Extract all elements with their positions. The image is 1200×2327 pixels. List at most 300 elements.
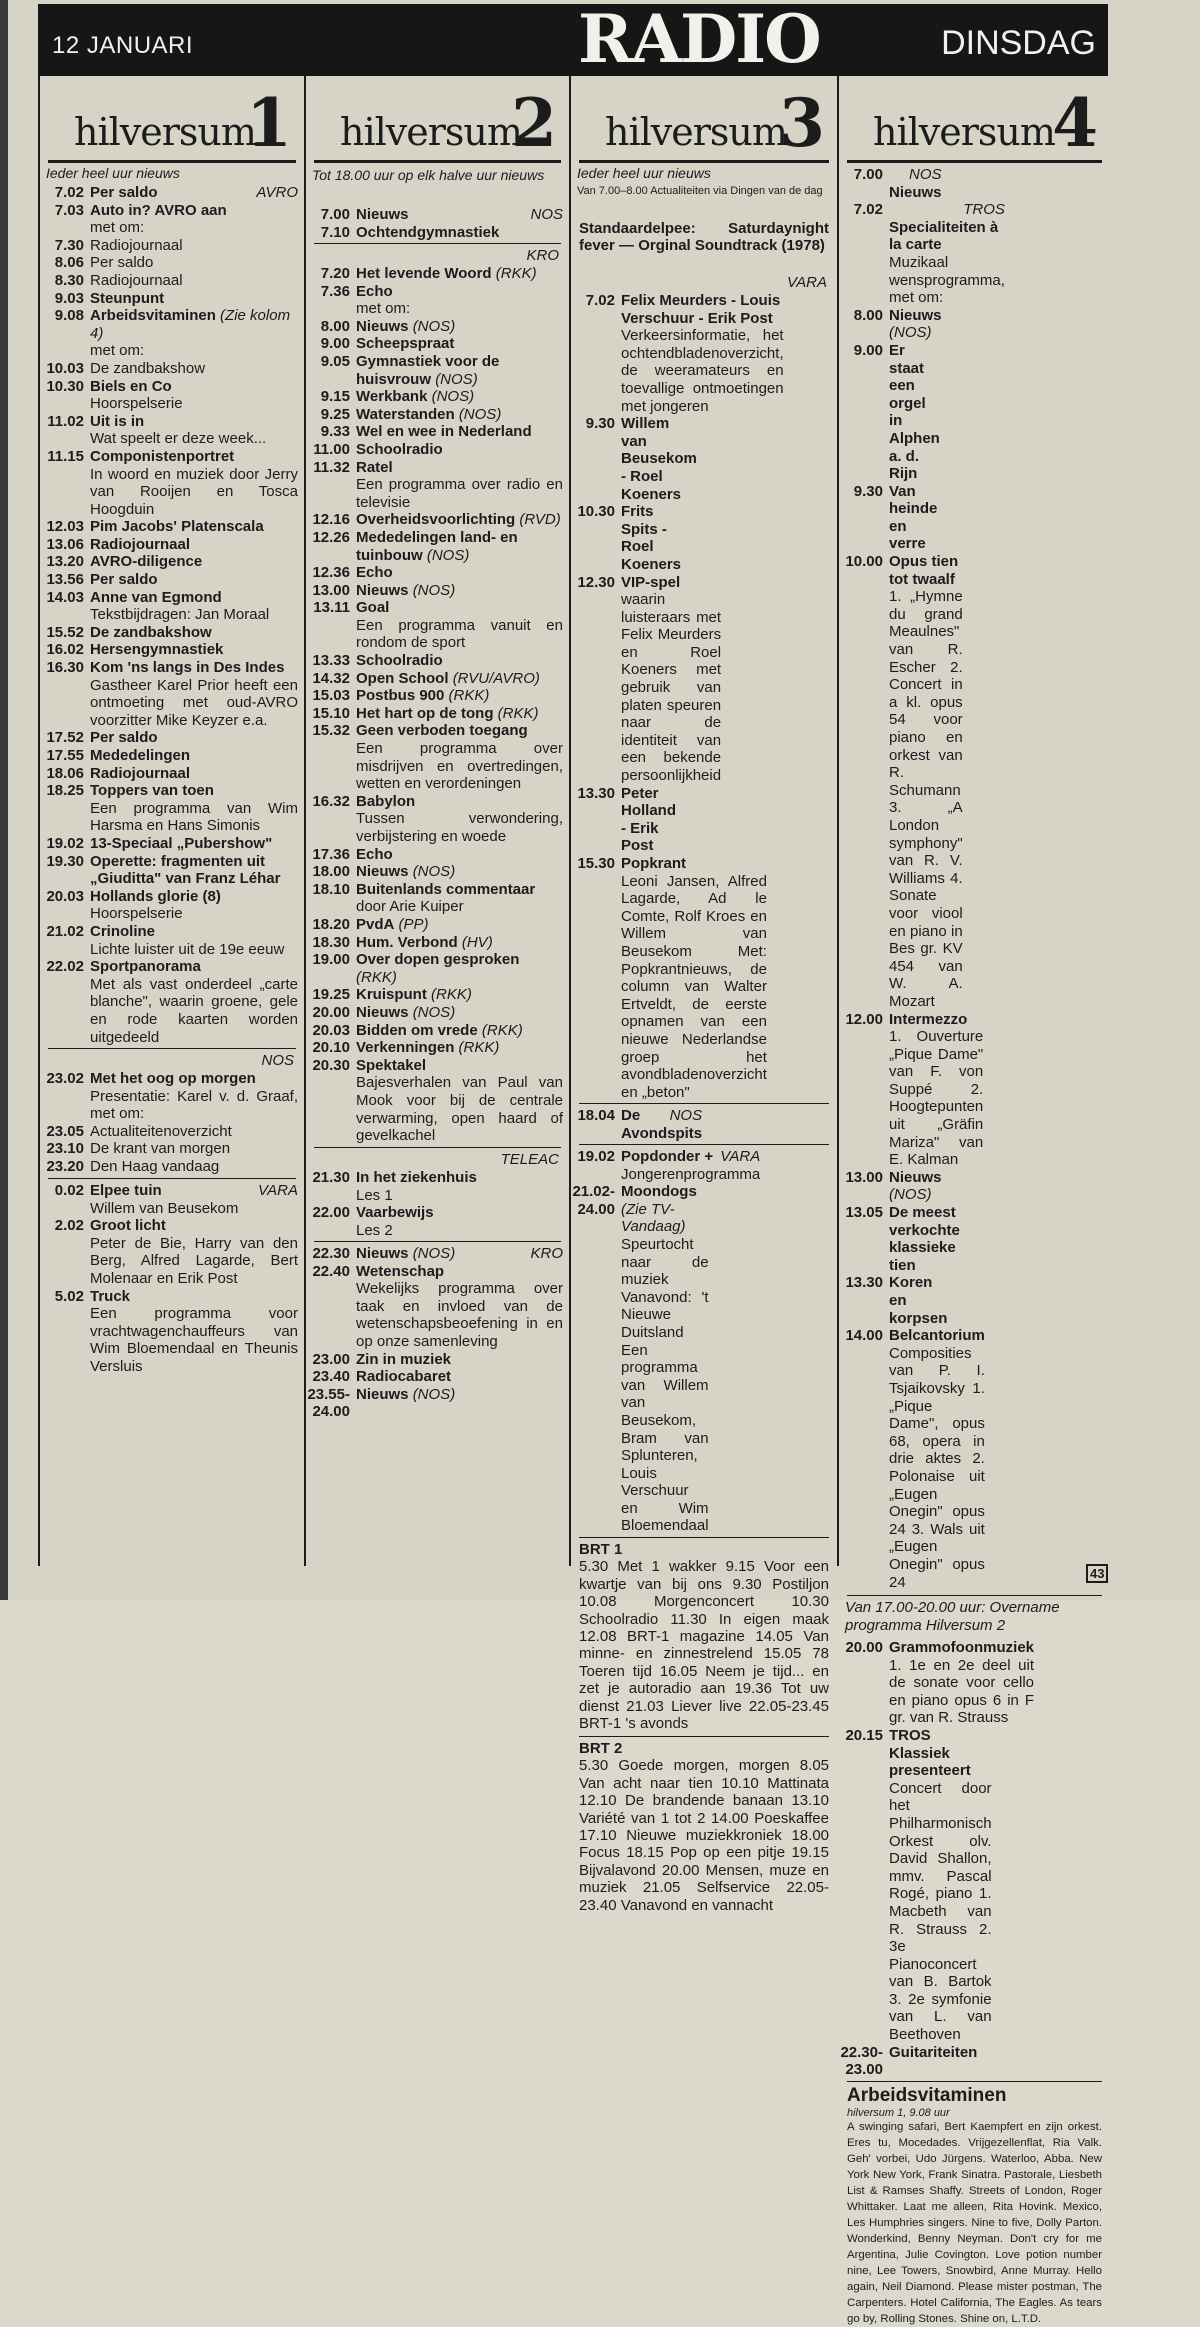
- column-note: Ieder heel uur nieuws: [577, 165, 711, 181]
- schedule-entry: [306, 687, 569, 705]
- entry-body: [621, 503, 687, 573]
- entry-title: Koren en korpsen: [889, 1274, 948, 1327]
- entry-note: (NOS): [426, 546, 470, 564]
- schedule-entry: [40, 254, 304, 272]
- entry-body: [356, 1263, 569, 1351]
- entry-description: 1. Ouverture „Pique Dame" van F. von Suppé 2. Hoogtepunten uit „Gräfin Mariza" van E. Kalman: [889, 1028, 984, 1169]
- entry-title: Guitariteiten: [889, 2043, 978, 2061]
- station-heading: [579, 84, 829, 163]
- column-note: Ieder heel uur nieuws: [46, 165, 180, 181]
- entry-description: Concert door het Philharmonisch Orkest olv. David Shallon, mmv. Pascal Rogé, piano 1. Macbeth van R. Strauss 2. 3e Pianoconcert van B. Bartok 3. 2e symfonie van L. van Beethoven: [889, 1779, 992, 2044]
- entry-time: 18.06: [46, 764, 84, 782]
- entry-time: 10.30: [46, 377, 84, 395]
- entry-body: [621, 1183, 715, 1535]
- entry-description: Met als vast onderdeel „carte blanche", waarin groene, gele en rode kaarten worden uitgedeeld: [90, 975, 298, 1046]
- entry-title: Open School: [356, 669, 449, 687]
- entry-time: 17.55: [46, 747, 84, 764]
- entry-title: Echo: [356, 564, 393, 582]
- arbeidsvitaminen-playlist: A swinging safari, Bert Kaempfert en zijn orkest. Eres tu, Mocedades. Vrijgezellenflat, Ria Valk. Geh' vorbei, Udo Jürgens. Waterloo, Abba. New York New York, Frank Sinatra. Pastorale, Liesbeth List & Ramses Shaffy. Streets of London, Roger Whittaker. Laat me alleen, Rita Hovink. Mexico, Les Humphries singers. Nine to five, Dolly Parton. Wonderkind, Benny Neyman. Don't cry for me Argentina, Julie Covington. Love potion number nine, Lee Towers, Snowbird, Anne Murray. Hello again, Neil Diamond. Please mister postman, The Carpenters. Hotel California, The Eagles. As tears go by, Rolling Stones. Shine on, L.T.D.: [847, 2121, 1102, 2325]
- schedule-section: [571, 274, 837, 1101]
- entry-time: 13.56: [46, 571, 84, 589]
- entry-body: [356, 1386, 569, 1421]
- entry-note: (RKK): [497, 704, 539, 722]
- entry-time: 9.03: [54, 289, 84, 307]
- entry-body: [90, 307, 304, 360]
- schedule-entry: [839, 1168, 942, 1204]
- entry-body: [90, 589, 304, 624]
- entry-note: (RKK): [448, 687, 490, 705]
- entry-title: Willem van Beusekom - Roel Koeners: [621, 415, 697, 503]
- entry-time: 20.03: [312, 1021, 350, 1039]
- schedule-entry: [839, 1010, 984, 1169]
- entry-title: Felix Meurders - Louis Verschuur - Erik Post: [621, 292, 781, 327]
- section-divider: [579, 1537, 829, 1538]
- entry-time: 14.00: [845, 1327, 883, 1345]
- entry-body: [356, 529, 569, 564]
- entry-body: [889, 342, 946, 483]
- entry-title: Radiocabaret: [356, 1368, 452, 1386]
- entry-time: 9.33: [320, 423, 350, 441]
- schedule-section: [306, 206, 569, 241]
- schedule-entry: [40, 202, 304, 237]
- entry-title: Popkrant: [621, 855, 687, 872]
- schedule-entry: [839, 341, 940, 483]
- entry-time: 7.02: [585, 292, 615, 309]
- schedule-entry: [40, 307, 304, 360]
- entry-title: Het hart op de tong: [356, 704, 494, 722]
- entry-title: Elpee tuin: [90, 1182, 162, 1199]
- entry-description: Les 2: [356, 1221, 393, 1239]
- entry-body: [356, 1245, 569, 1263]
- schedule-entry: [40, 729, 304, 747]
- entry-time: 7.00: [853, 166, 883, 183]
- brt1-block: [579, 1541, 829, 1732]
- entry-body: [889, 307, 948, 342]
- schedule-entry: [306, 1057, 569, 1145]
- section-divider: [847, 1595, 1102, 1596]
- entry-time: 22.30: [312, 1245, 350, 1262]
- arbeidsvitaminen-title: Arbeidsvitaminen: [847, 2085, 1007, 2106]
- entry-note: (NOS): [889, 1186, 932, 1204]
- entry-body: [90, 290, 304, 308]
- entry-body: [356, 441, 569, 459]
- entry-title: Nieuws: [889, 183, 942, 201]
- entry-title: Belcantorium: [889, 1327, 985, 1345]
- entry-time: 12.03: [46, 518, 84, 536]
- brt2-label: BRT 2: [579, 1740, 623, 1757]
- schedule-entry: [40, 641, 304, 659]
- entry-title: Over dopen gesproken: [356, 951, 520, 969]
- schedule-entry: [306, 986, 569, 1004]
- entry-time: 9.00: [853, 341, 883, 359]
- entry-body: [90, 1123, 304, 1141]
- schedule-entry: [839, 1274, 948, 1327]
- entry-description: Tekstbijdragen: Jan Moraal: [90, 606, 270, 624]
- entry-body: [621, 1148, 766, 1183]
- schedule-entry: [839, 2043, 978, 2079]
- entry-title: Er staat een orgel in Alphen a. d. Rijn: [889, 341, 940, 483]
- entry-description: waarin luisteraars met Felix Meurders en Roel Koeners met gebruik van platen speuren naar de identiteit van een bekende persoonlijkheid: [621, 591, 722, 785]
- schedule-entry: [306, 1263, 569, 1351]
- section-divider: [314, 243, 561, 244]
- broadcaster-label: KRO: [530, 1245, 563, 1262]
- entry-title: Operette: fragmenten uit „Giuditta" van Franz Léhar: [90, 852, 281, 888]
- schedule-entry: [40, 571, 304, 589]
- page-header: [38, 0, 1108, 78]
- broadcaster-label: TROS: [963, 201, 1005, 219]
- schedule-entry: [571, 503, 682, 573]
- broadcaster-label: VARA: [786, 274, 827, 291]
- entry-body: [356, 1169, 569, 1204]
- entry-title: Bidden om vrede: [356, 1021, 478, 1039]
- section-divider: [579, 1103, 829, 1104]
- schedule-entry: [839, 482, 938, 553]
- schedule-entry: [306, 582, 569, 600]
- entry-title: Overheidsvoorlichting: [356, 511, 516, 529]
- entry-time: 20.00: [312, 1003, 350, 1021]
- arbeidsvitaminen-box: [847, 2085, 1102, 2327]
- entry-body: [90, 853, 304, 888]
- entry-title: Actualiteitenoverzicht: [90, 1122, 232, 1140]
- entry-note: (PP): [398, 915, 429, 933]
- entry-title: Scheepspraat: [356, 335, 455, 353]
- entry-body: [356, 265, 569, 283]
- entry-time: 7.20: [320, 265, 350, 282]
- entry-note: (RVD): [519, 511, 561, 529]
- station-number: 2: [511, 84, 557, 162]
- entry-title: Schoolradio: [356, 652, 443, 670]
- entry-title: Babylon: [356, 792, 416, 810]
- entry-body: [356, 1004, 569, 1022]
- entry-title: In het ziekenhuis: [356, 1169, 477, 1186]
- entry-body: [356, 934, 569, 952]
- entry-title: Nieuws: [889, 306, 942, 324]
- entry-title: Gymnastiek voor de huisvrouw: [356, 352, 500, 388]
- entry-body: [356, 206, 569, 224]
- entry-time: 13.30: [577, 784, 615, 802]
- entry-title: 13-Speciaal „Pubershow": [90, 834, 273, 852]
- entry-title: Zin in muziek: [356, 1350, 452, 1368]
- schedule-entry: [40, 1140, 304, 1158]
- entry-description: Een programma vanuit en rondom de sport: [356, 616, 563, 652]
- entry-title: Vaarbewijs: [356, 1204, 434, 1222]
- entry-body: [90, 765, 304, 783]
- schedule-entry: [306, 793, 569, 846]
- entry-title: Frits Spits - Roel Koeners: [621, 503, 682, 573]
- entry-time: 11.15: [47, 447, 84, 465]
- header-date: 12 JANUARI: [52, 32, 194, 59]
- entry-title: Ochtendgymnastiek: [356, 223, 500, 241]
- header-title: RADIO: [578, 0, 820, 78]
- entry-time: 12.30: [577, 573, 615, 591]
- entry-time: 7.00: [320, 206, 350, 223]
- entry-body: [90, 272, 304, 290]
- entry-description: Een programma over misdrijven en overtredingen, wetten en verordeningen: [356, 740, 563, 793]
- entry-title: De zandbakshow: [90, 623, 212, 641]
- station-name: hilversum: [340, 110, 522, 154]
- section-divider: [314, 1147, 561, 1148]
- schedule-entry: [839, 201, 1005, 307]
- entry-time: 19.02: [577, 1148, 615, 1165]
- entry-time: 8.00: [853, 306, 883, 324]
- entry-time: 9.15: [320, 388, 350, 406]
- header-day: DINSDAG: [941, 24, 1096, 62]
- entry-time: 20.03: [46, 887, 84, 905]
- entry-body: [356, 705, 569, 723]
- entry-description: Wat speelt er deze week...: [90, 430, 267, 448]
- entry-time: 9.30: [585, 415, 615, 433]
- entry-body: [356, 564, 569, 582]
- schedule-entry: [40, 360, 304, 378]
- entry-time: 22.30-23.00: [840, 2043, 883, 2079]
- entry-title: Nieuws: [356, 1385, 409, 1403]
- entry-note: (HV): [461, 933, 493, 951]
- entry-title: Geen verboden toegang: [356, 722, 528, 740]
- schedule-entry: [40, 1123, 304, 1141]
- entry-body: [356, 670, 569, 688]
- entry-time: 16.30: [46, 659, 84, 677]
- entry-time: 13.30: [845, 1274, 883, 1292]
- entry-description: 1. 1e en 2e deel uit de sonate voor cello en piano opus 6 in F gr. van R. Strauss: [889, 1656, 1035, 1727]
- entry-body: [90, 729, 304, 747]
- entry-title: Uit is in: [90, 412, 145, 430]
- entry-description: Tussen verwondering, verbijstering en woede: [356, 810, 563, 845]
- schedule-section: [40, 1052, 304, 1176]
- entry-body: [90, 518, 304, 536]
- entry-title: Nieuws: [356, 863, 409, 881]
- entry-body: [90, 1070, 304, 1123]
- entry-note: (NOS): [412, 317, 456, 335]
- entry-title: Postbus 900: [356, 687, 445, 705]
- entry-time: 7.03: [54, 201, 84, 219]
- entry-body: [889, 1639, 1040, 1727]
- entry-time: 11.00: [313, 440, 350, 458]
- entry-time: 14.32: [312, 669, 350, 687]
- broadcaster-label: NOS: [909, 166, 942, 183]
- entry-time: 15.52: [46, 623, 84, 641]
- schedule-entry: [306, 599, 569, 652]
- entry-title: Radiojournaal: [90, 236, 183, 254]
- entry-title: Spektakel: [356, 1056, 427, 1074]
- entry-title: Radiojournaal: [90, 535, 191, 553]
- entry-title: Biels en Co: [90, 377, 172, 395]
- entry-body: [621, 1107, 708, 1142]
- brt1-text: 5.30 Met 1 wakker 9.15 Voor een kwartje van bij ons 9.30 Postiljon 10.08 Morgenconcert 10.30 Schoolradio 11.30 In eigen maak 12.08 BRT-1 magazine 14.05 Van minne- en zinnestrelend 15.05 78 Toeren tijd 16.05 Neem je tijd... en zet je autoradio aan 19.36 Tot uw dienst 21.03 Liever live 22.05-23.45 BRT-1 's avonds: [579, 1558, 829, 1733]
- standard-lp: Standaardelpee: Saturdaynight fever — Orginal Soundtrack (1978): [579, 220, 829, 254]
- entry-time: 15.32: [312, 722, 350, 740]
- station-number: 4: [1052, 84, 1098, 162]
- entry-title: TROS Klassiek presenteert: [889, 1726, 971, 1780]
- entry-time: 7.02: [853, 201, 883, 219]
- schedule-section: [571, 1148, 837, 1535]
- entry-body: [90, 1182, 304, 1217]
- schedule-entry: [40, 536, 304, 554]
- entry-title: Nieuws: [356, 1003, 409, 1021]
- entry-time: 9.00: [320, 335, 350, 353]
- schedule-section: [40, 1182, 304, 1376]
- entry-description: met om:: [90, 219, 145, 237]
- schedule-entry: [40, 518, 304, 536]
- entry-title: Kruispunt: [356, 986, 427, 1004]
- section-divider: [48, 1178, 296, 1179]
- entry-description: Speurtocht naar de muziek Vanavond: 't Nieuwe Duitsland Een programma van Willem van Beusekom, Bram van Splunteren, Louis Verschuur en Wim Bloemendaal: [621, 1235, 709, 1535]
- column-hilversum-2: [306, 76, 571, 1566]
- entry-description: Wekelijks programma over taak en invloed van de wetenschapsbeoefening in en op onze samenleving: [356, 1280, 563, 1350]
- entry-note: (Zie kolom 4): [90, 307, 291, 342]
- entry-description: met om:: [90, 342, 145, 360]
- entry-description: Lichte luister uit de 19e eeuw: [90, 940, 285, 958]
- entry-body: [356, 1057, 569, 1145]
- entry-body: [356, 951, 569, 986]
- schedule-entry: [40, 290, 304, 308]
- entry-description: Een programma voor vrachtwagenchauffeurs van Wim Bloemendaal en Theunis Versluis: [90, 1305, 298, 1375]
- schedule-entry: [306, 1368, 569, 1386]
- entry-time: 18.20: [312, 915, 350, 933]
- section-divider: [579, 1144, 829, 1145]
- entry-body: [90, 888, 304, 923]
- entry-title: Steunpunt: [90, 289, 165, 307]
- entry-description: met om:: [356, 300, 411, 318]
- entry-title: Groot licht: [90, 1217, 166, 1235]
- entry-description: Gastheer Karel Prior heeft een ontmoeting met oud-AVRO voorzitter Mike Keyzer e.a.: [90, 676, 298, 729]
- entry-body: [621, 785, 682, 855]
- entry-title: Grammofoonmuziek: [889, 1639, 1035, 1656]
- entry-body: [356, 423, 569, 441]
- column-hilversum-3: [571, 76, 839, 1914]
- schedule-entry: [839, 1327, 985, 1591]
- entry-title: Radiojournaal: [90, 764, 191, 782]
- entry-body: [889, 1727, 998, 2044]
- entry-time: 9.08: [54, 307, 84, 325]
- schedule-entry: [40, 835, 304, 853]
- entry-time: 8.00: [320, 317, 350, 335]
- entry-time: 23.05: [46, 1122, 84, 1140]
- entry-time: 19.25: [312, 986, 350, 1004]
- entry-body: [356, 388, 569, 406]
- schedule-entry: [839, 553, 963, 1010]
- schedule-entry: [306, 881, 569, 916]
- entry-body: [889, 201, 1011, 307]
- entry-body: [90, 1140, 304, 1158]
- entry-title: Kom 'ns langs in Des Indes: [90, 659, 285, 677]
- entry-body: [889, 1204, 966, 1274]
- schedule-entry: [306, 423, 569, 441]
- entry-title: De meest verkochte klassieke tien: [889, 1204, 960, 1274]
- entry-body: [90, 254, 304, 272]
- entry-title: Echo: [356, 282, 393, 300]
- entry-time: 12.16: [312, 511, 350, 529]
- broadcaster-label: TELEAC: [500, 1151, 559, 1168]
- schedule-entry: [571, 292, 784, 415]
- entry-time: 13.05: [845, 1204, 883, 1222]
- schedule-entry: [839, 1639, 1035, 1727]
- entry-body: [90, 536, 304, 554]
- schedule-section: [839, 166, 1110, 1591]
- entry-body: [889, 1011, 989, 1169]
- entry-body: [621, 292, 790, 415]
- entry-body: [90, 360, 304, 378]
- entry-time: 17.36: [312, 845, 350, 863]
- entry-description: Verkeersinformatie, het ochtendbladenoverzicht, de weeramateurs en toevallige ontmoetingen met jongeren: [621, 327, 784, 415]
- broadcaster-label: NOS: [530, 206, 563, 223]
- entry-time: 8.30: [54, 271, 84, 289]
- entry-title: De zandbakshow: [90, 359, 206, 377]
- entry-description: Composities van P. I. Tsjaikovsky 1. „Pique Dame", opus 68, opera in drie aktes 2. Polonaise uit „Eugen Onegin" opus 24 3. Wals uit „Eugen Onegin" opus 24: [889, 1344, 985, 1591]
- entry-time: 7.02: [54, 184, 84, 201]
- entry-body: [90, 553, 304, 571]
- entry-body: [889, 2044, 983, 2079]
- entry-body: [90, 237, 304, 255]
- entry-time: 18.30: [312, 933, 350, 951]
- entry-title: Specialiteiten à la carte: [889, 218, 999, 254]
- entry-body: [356, 406, 569, 424]
- listing-frame: [38, 76, 1110, 2325]
- entry-title: Truck: [90, 1287, 131, 1305]
- entry-title: Van heinde en verre: [889, 482, 938, 553]
- entry-description: Een programma van Wim Harsma en Hans Simonis: [90, 799, 298, 835]
- schedule-entry: [306, 1169, 569, 1204]
- broadcaster-label: VARA: [257, 1182, 298, 1199]
- entry-title: Mededelingen: [90, 747, 191, 764]
- entry-body: [889, 553, 969, 1010]
- entry-time: 21.02-24.00: [572, 1183, 615, 1218]
- schedule-entry: [571, 573, 722, 785]
- schedule-entry: [40, 413, 304, 448]
- schedule-entry: [306, 863, 569, 881]
- schedule-entry: [571, 1148, 761, 1183]
- brt2-text: 5.30 Goede morgen, morgen 8.05 Van acht naar tien 10.10 Mattinata 12.10 De brandende banaan 13.10 Variété van 1 tot 2 14.00 Poeskaffee 17.10 Nieuwe muziekkroniek 18.00 Focus 18.15 Pop op een pitje 19.15 Bijvalavond 20.00 Mensen, muze en muziek 21.05 Selfservice 22.05-23.40 Vanavond en vannacht: [579, 1757, 829, 1914]
- entry-note: (Zie TV-Vandaag): [621, 1200, 686, 1236]
- section-divider: [579, 1736, 829, 1737]
- broadcaster-label: NOS: [261, 1052, 294, 1069]
- entry-title: Peter Holland - Erik Post: [621, 784, 676, 855]
- entry-title: Anne van Egmond: [90, 588, 222, 606]
- entry-time: 15.03: [312, 687, 350, 705]
- entry-title: Wel en wee in Nederland: [356, 423, 532, 441]
- entry-description: Hoorspelserie: [90, 905, 183, 923]
- entry-body: [889, 1169, 948, 1204]
- entry-title: VIP-spel: [621, 573, 681, 591]
- entry-time: 7.36: [320, 282, 350, 300]
- entry-body: [90, 782, 304, 835]
- entry-description: Leoni Jansen, Alfred Lagarde, Ad le Comte, Rolf Kroes en Willem van Beusekom Met: Popkrantnieuws, de column van Walter Ertveldt, de eerste opnamen van een nieuwe Nederlandse groep het avondbladenoverzicht en „beton": [621, 872, 767, 1101]
- station-heading: [314, 84, 561, 163]
- entry-note: (NOS): [412, 863, 456, 881]
- entry-body: [356, 881, 569, 916]
- schedule-entry: [40, 624, 304, 642]
- entry-body: [621, 415, 703, 503]
- entry-description: Peter de Bie, Harry van den Berg, Alfred Lagarde, Bert Molenaar en Erik Post: [90, 1234, 298, 1287]
- entry-body: [621, 855, 773, 1101]
- entry-body: [356, 1368, 569, 1386]
- schedule-entry: [306, 529, 569, 564]
- entry-time: 22.02: [46, 958, 84, 976]
- entry-time: 9.30: [853, 482, 883, 500]
- schedule-entry: [306, 951, 569, 986]
- entry-time: 12.26: [312, 528, 350, 546]
- station-heading: [847, 84, 1102, 163]
- entry-body: [356, 283, 569, 318]
- arbeidsvitaminen-subtitle: hilversum 1, 9.08 uur: [847, 2107, 950, 2119]
- schedule-entry: [306, 916, 569, 934]
- entry-title: Radiojournaal: [90, 271, 183, 289]
- schedule-entry: [306, 318, 569, 336]
- entry-body: [90, 659, 304, 729]
- entry-body: [356, 1022, 569, 1040]
- entry-title: Nieuws: [356, 206, 409, 223]
- entry-title: Nieuws: [356, 317, 409, 335]
- entry-time: 12.00: [845, 1010, 883, 1028]
